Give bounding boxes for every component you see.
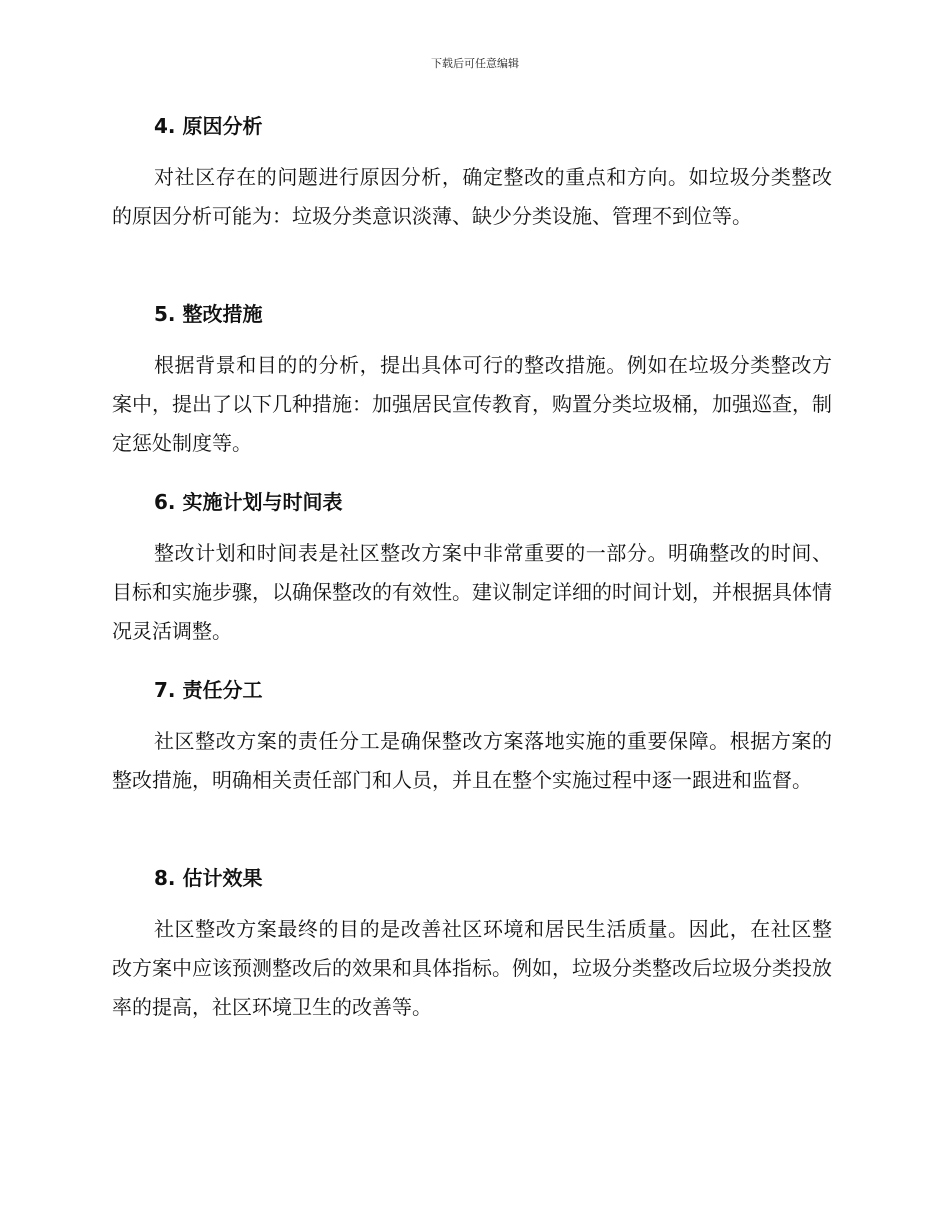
- section-paragraph: 对社区存在的问题进行原因分析，确定整改的重点和方向。如垃圾分类整改的原因分析可能为：垃圾分类意识淡薄、缺少分类设施、管理不到位等。: [112, 165, 832, 228]
- section-heading: 4. 原因分析: [154, 114, 263, 138]
- section-heading: 8. 估计效果: [154, 866, 263, 890]
- section-estimated-effect: [112, 858, 832, 1027]
- page-header-note: 下载后可任意编辑: [431, 57, 519, 70]
- section-heading: 6. 实施计划与时间表: [154, 490, 343, 514]
- section-paragraph: 社区整改方案的责任分工是确保整改方案落地实施的重要保障。根据方案的整改措施，明确相关责任部门和人员，并且在整个实施过程中逐一跟进和监督。: [112, 729, 832, 792]
- section-paragraph: 社区整改方案最终的目的是改善社区环境和居民生活质量。因此，在社区整改方案中应该预测整改后的效果和具体指标。例如，垃圾分类整改后垃圾分类投放率的提高，社区环境卫生的改善等。: [112, 917, 832, 1019]
- section-responsibility-division: [112, 670, 832, 839]
- section-cause-analysis: [112, 106, 832, 275]
- document-body: [112, 106, 832, 1046]
- section-heading: 5. 整改措施: [154, 302, 263, 326]
- section-implementation-schedule: [112, 482, 832, 651]
- section-paragraph: 根据背景和目的的分析，提出具体可行的整改措施。例如在垃圾分类整改方案中，提出了以下几种措施：加强居民宣传教育，购置分类垃圾桶，加强巡查，制定惩处制度等。: [112, 353, 832, 455]
- section-rectification-measures: [112, 294, 832, 463]
- section-paragraph: 整改计划和时间表是社区整改方案中非常重要的一部分。明确整改的时间、目标和实施步骤，以确保整改的有效性。建议制定详细的时间计划，并根据具体情况灵活调整。: [112, 541, 832, 643]
- section-heading: 7. 责任分工: [154, 678, 263, 702]
